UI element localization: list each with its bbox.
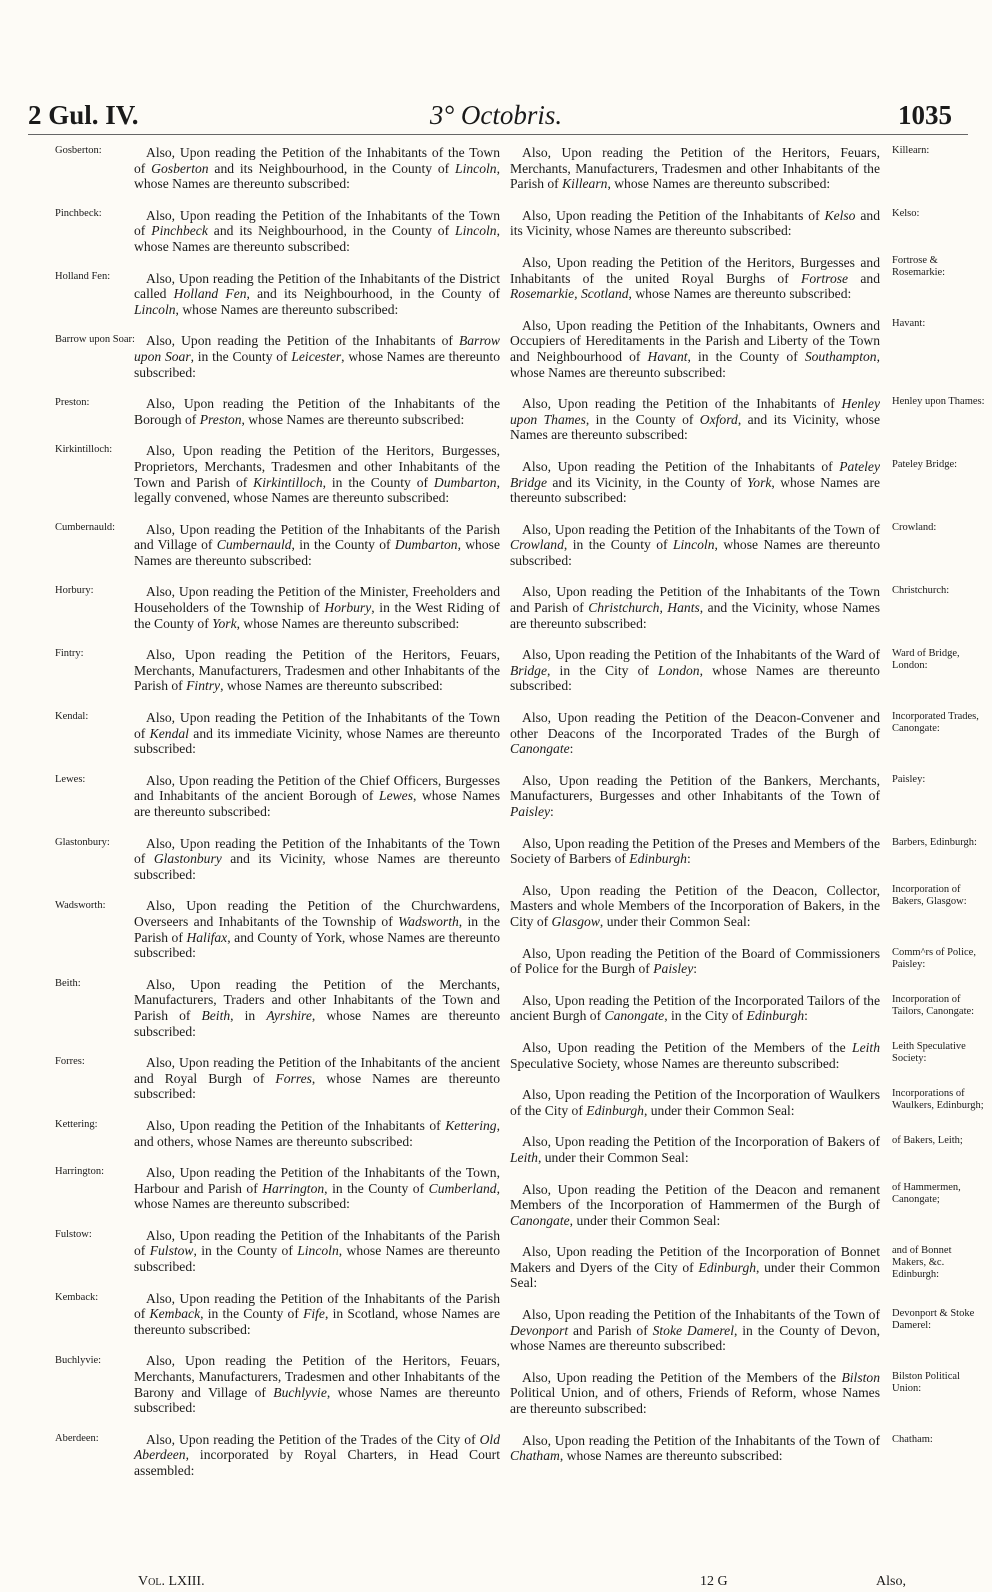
petition-entry [134,647,500,694]
margin-note: Incorporated Trades, Canongate: [892,711,979,734]
margin-note: Pinchbeck: [55,208,102,219]
petition-text: Also, Upon reading the Petition of the Incorporation of Bakers of [522,1134,880,1150]
petition-text: , whose Names are thereunto subscribed: [134,788,500,819]
place-name: Lincoln [455,223,497,239]
petition-entry [134,1228,500,1275]
petition-text: Also, Upon reading the Petition of the Churchwardens, Overseers and Inhabitants of the Township of [134,898,500,929]
petition-entry [510,1134,880,1165]
margin-note: Kelso: [892,208,920,219]
petition-text: Also, Upon reading the Petition of the Inhabitants of [146,1117,446,1133]
petition-text: , in the County of [585,411,700,427]
margin-note: Christchurch: [892,585,950,596]
petition-text: , whose Names are thereunto subscribed: [134,1243,500,1275]
petition-text: , in the County of Devon, whose Names are thereunto subscribed: [510,1322,880,1354]
petition-text: , and its Vicinity, whose Names are thereunto subscribed: [510,411,880,443]
petition-entry [510,584,880,631]
signature-mark: 12 G [700,1574,728,1589]
petition-entry [510,208,880,239]
place-name: Buchlyvie [273,1384,327,1400]
petition-text: , in the County of [291,537,395,553]
petition-text: Also, Upon reading the Petition of the Deacon, Collector, Masters and whole Members of the Incorporation of Bakers, in the City of [510,882,880,929]
place-name: Paisley [510,804,551,819]
petition-entry [510,318,880,380]
petition-text: , whose Names are thereunto subscribed: [510,474,881,506]
margin-note: Buchlyvie: [55,1355,102,1366]
place-name: York [746,474,772,490]
margin-note: Incorporations of Waulkers, Edinburgh; [892,1088,984,1111]
petition-text: Also, Upon reading the Petition of the Incorporation of Bonnet Makers and Dyers of the City of [510,1244,880,1275]
petition-entry [134,208,500,255]
place-name: Fulstow [149,1243,194,1259]
place-name: Devonport [510,1322,569,1338]
petition-text: , under their Common Seal: [599,913,751,929]
petition-text: , and its Neighbourhood, in the County of [246,286,501,302]
margin-note: Ward of Bridge, London: [892,648,960,671]
regnal-year: 2 Gul. IV. [28,100,139,130]
right-column [510,145,880,1464]
petition-entry [134,773,500,820]
petition-text: , in the County of [190,348,292,364]
petition-entry [510,836,880,867]
page-number: 1035 [898,100,952,130]
petition-text: and [848,270,880,286]
margin-note: Barrow upon Soar: [55,334,135,345]
petition-text: Also, Upon reading the Petition of the Inhabitants of the ancient and Royal Burgh of [134,1055,500,1086]
petition-text: , whose Names are thereunto subscribed: [628,286,852,302]
margin-note: Wadsworth: [55,900,106,911]
petition-text: and its Neighbourhood, in the County of [207,223,456,239]
margin-note: Bilston Political Union: [892,1371,960,1394]
petition-entry [510,459,880,506]
petition-text: , in the County of [322,474,434,490]
place-name: Lincoln [672,537,715,553]
place-name: Lincoln [134,301,176,317]
place-name: Canongate [510,1212,570,1228]
petition-text: Also, Upon reading the Petition of the Heritors, Feuars, Merchants, Manufacturers, Tradesmen and other Inhabitants of the Barony and Village of [134,1353,500,1400]
petition-text: , in the County of [193,1243,298,1259]
petition-text: Also, Upon reading the Petition of the Preses and Members of the Society of Barbers of [510,835,880,867]
margin-note: of Bakers, Leith; [892,1135,963,1146]
petition-text: Also, Upon reading the Petition of the Deacon-Convener and other Deacons of the Incorporated Trades of the Burgh of [510,710,880,741]
petition-entry [510,883,880,930]
place-name: Chatham [510,1448,560,1464]
margin-note: Fintry: [55,648,84,659]
petition-text: , legally convened, whose Names are thereunto subscribed: [134,474,500,506]
place-name: Lincoln [455,160,497,176]
petition-entry [134,145,500,192]
margin-note: Incorporation of Tailors, Canongate: [892,994,975,1017]
petition-entry [134,584,500,631]
place-name: Bilston [841,1369,880,1385]
petition-text: Also, Upon reading the Petition of the Inhabitants of the Town of [134,835,500,867]
place-name: Edinburgh [746,1008,805,1024]
petition-text: Also, Upon reading the Petition of the Inhabitants of [146,333,459,349]
margin-note: Harrington: [55,1166,104,1177]
petition-text: Also, Upon reading the Petition of the Incorporated Tailors of the ancient Burgh of [510,992,880,1024]
petition-entry [510,1244,880,1291]
petition-entry [510,647,880,694]
petition-text: Also, Upon reading the Petition of the Heritors, Burgesses and Inhabitants of the united Royal Burghs of [510,254,880,286]
place-name: Paisley [653,961,694,977]
margin-note: Kettering: [55,1119,98,1130]
petition-entry [134,1353,500,1415]
petition-text: , whose Names are thereunto subscribed: [220,678,443,694]
place-name: Southampton [804,348,877,364]
petition-entry [510,396,880,443]
place-name: Canongate [510,741,570,757]
place-name: Glasgow [551,913,600,929]
petition-text: Also, Upon reading the Petition of the Inhabitants of the Town of [134,710,500,741]
petition-text: Also, Upon reading the Petition of the Chief Officers, Burgesses and Inhabitants of the ancient Borough of [134,772,500,804]
petition-text: Also, Upon reading the Petition of the Minister, Freeholders and Householders of the Township of [134,584,500,616]
petition-text: Speculative Society, whose Names are thereunto subscribed: [510,1055,840,1071]
petition-entry [510,773,880,820]
petition-text: Also, Upon reading the Petition of the Heritors, Burgesses, Proprietors, Merchants, Tradesmen and other Inhabitants of the Town and Parish of [134,443,500,490]
petition-entry [134,396,500,427]
petition-text: Also, Upon reading the Petition of the Heritors, Feuars, Merchants, Manufacturers, Tradesmen and other Inhabitants of the Parish of [510,145,880,192]
petition-text: Also, Upon reading the Petition of the Inhabitants of the Town of [522,521,880,537]
margin-note: Fulstow: [55,1229,92,1240]
petition-text: Also, Upon reading the Petition of the Incorporation of Waulkers of the City of [510,1087,880,1118]
petition-text: , under their Common Seal: [537,1149,689,1165]
place-name: Forres [275,1070,312,1086]
margin-note: Holland Fen: [55,271,111,282]
margin-note: Kemback: [55,1292,99,1303]
petition-text: , in the County of [563,537,673,553]
petition-entry [134,1291,500,1338]
place-name: Kemback [149,1306,201,1322]
margin-note: and of Bonnet Makers, &c. Edinburgh: [892,1245,952,1280]
petition-entry [134,977,500,1039]
margin-note: Paisley: [892,774,926,785]
petition-entry [510,1087,880,1118]
petition-text: : [693,961,698,977]
petition-text: , in the County of [200,1306,304,1322]
petition-entry [134,836,500,883]
petition-entry [510,1307,880,1354]
margin-note: Preston: [55,397,90,408]
place-name: Harrington [262,1180,325,1196]
petition-text: , and the Vicinity, whose Names are thereunto subscribed: [510,600,880,631]
petition-text: : [804,1008,808,1024]
petition-text: , in the City of [664,1008,747,1024]
margin-note: Beith: [55,978,81,989]
place-name: Dumbarton [433,474,497,490]
petition-text: , whose Names are thereunto subscribed: [134,537,500,568]
margin-note: Aberdeen: [55,1433,99,1444]
place-name: Gosberton [151,160,209,176]
margin-note: Horbury: [55,585,94,596]
petition-text: Also, Upon reading the Petition of the Inhabitants of the Borough of [134,396,500,427]
petition-entry [134,710,500,757]
place-name: Christchurch, Hants [588,600,700,616]
place-name: Canongate [604,1008,665,1024]
petition-entry [510,1040,880,1071]
petition-entry [510,1370,880,1417]
margin-note: Kendal: [55,711,89,722]
petition-text: Also, Upon reading the Petition of the Board of Commissioners of Police for the Burgh of [510,945,880,977]
petition-text: Also, Upon reading the Petition of the Inhabitants of the Parish of [134,1227,500,1259]
petition-entry [510,710,880,757]
header-rule [28,134,968,135]
place-name: Barrow upon Soar [134,333,500,364]
place-name: Havant [647,348,688,364]
petition-entry [510,946,880,977]
petition-text: Also, Upon reading the Petition of the Inhabitants of the District called [134,270,500,302]
petition-entry [134,898,500,960]
margin-note: Kirkintilloch: [55,444,113,455]
petition-entry [510,993,880,1024]
margin-note: of Hammermen, Canongate; [892,1182,961,1205]
place-name: Pinchbeck [151,223,208,239]
petition-text: , under their Common Seal: [643,1102,795,1118]
place-name: Leicester [291,348,342,364]
place-name: York [212,615,237,631]
petition-text: and Parish of [568,1322,653,1338]
petition-text: Also, Upon reading the Petition of the Inhabitants of [522,396,842,412]
petition-text: Also, Upon reading the Petition of the Inhabitants of the Parish of [134,1290,500,1322]
petition-entry [510,522,880,569]
petition-text: and its Vicinity, whose Names are thereunto subscribed: [134,851,500,882]
place-name: Preston [199,411,242,427]
petition-text: Also, Upon reading the Petition of the Heritors, Feuars, Merchants, Manufacturers, Tradesmen and other Inhabitants of the Parish of [134,647,500,694]
place-name: Lincoln [297,1243,339,1259]
petition-text: Also, Upon reading the Petition of the Inhabitants of [522,458,840,474]
margin-note: Incorporation of Bakers, Glasgow: [892,884,967,907]
petition-text: Also, Upon reading the Petition of the Inhabitants of the Town of [134,207,500,239]
petition-text: and its Neighbourhood, in the County of [208,160,456,176]
place-name: Henley upon Thames [510,396,880,427]
place-name: Lewes [379,788,413,804]
petition-text: , whose Names are thereunto subscribed: [559,1448,783,1464]
place-name: Stoke Damerel [652,1322,734,1338]
place-name: Horbury [324,600,372,616]
petition-text: Also, Upon reading the Petition of the Inhabitants of [522,207,825,223]
petition-entry [510,255,880,302]
petition-text: , in the Parish of [134,913,500,945]
petition-text: Also, Upon reading the Petition of the Inhabitants of the Parish and Village of [134,521,500,553]
place-name: London [658,662,700,678]
petition-text: , whose Names are thereunto subscribed: [134,348,500,380]
petition-text: , under their Common Seal: [510,1259,880,1291]
petition-text: , whose Names are thereunto subscribed: [510,537,881,568]
petition-text: Also, Upon reading the Petition of the Inhabitants of the Town of [134,145,500,176]
place-name: Ayrshire [266,1007,312,1023]
place-name: Edinburgh [629,851,687,867]
petition-entry [134,443,500,505]
page-footer [0,1576,992,1592]
petition-text: and its Vicinity, whose Names are thereunto subscribed: [510,207,880,239]
petition-text: and its immediate Vicinity, whose Names are thereunto subscribed: [134,725,500,757]
place-name: Fintry [186,678,221,694]
petition-text: , whose Names are thereunto subscribed: [134,223,500,254]
page-date: 3° Octobris. [429,100,563,130]
place-name: Cumberland [428,1180,497,1196]
petition-text: Also, Upon reading the Petition of the Deacon and remanent Members of the Incorporation of Hammermen of the Burgh of [510,1181,880,1213]
petition-text: Also, Upon reading the Petition of the Inhabitants of the Town of [522,1432,880,1448]
margin-note: Lewes: [55,774,86,785]
petition-text: , in the County of [324,1180,429,1196]
petition-text: , and County of York, whose Names are thereunto subscribed: [134,929,500,961]
petition-entry [510,1182,880,1229]
petition-text: , whose Names are thereunto subscribed: [134,1180,500,1212]
margin-note: Barbers, Edinburgh: [892,837,977,848]
place-name: Kettering [445,1117,497,1133]
margin-note: Comm^rs of Police, Paisley: [892,947,976,970]
petition-entry [134,333,500,380]
place-name: Kendal [149,725,189,741]
petition-entry [510,1433,880,1464]
place-name: Old Aberdeen [134,1431,500,1463]
margin-note: Henley upon Thames: [892,396,985,407]
margin-note: Chatham: [892,1434,933,1445]
petition-text: , in Scotland, whose Names are thereunto subscribed: [134,1306,500,1337]
petition-entry [134,1165,500,1212]
place-name: Leith [510,1149,538,1165]
petition-text: : [550,804,554,819]
petition-text: , whose Names are thereunto subscribed: [134,1384,501,1416]
petition-entry [134,271,500,318]
petition-text: Also, Upon reading the Petition of the Inhabitants, Owners and Occupiers of Hereditaments in the Parish and Liberty of the Town and Neighbourhood of [510,317,880,364]
place-name: Pateley Bridge [510,458,880,490]
place-name: Kelso [824,207,856,223]
place-name: Oxford [699,411,738,427]
petition-text: Also, Upon reading the Petition of the Inhabitants of the Town of [522,1307,880,1323]
margin-note: Fortrose & Rosemarkie: [892,255,946,278]
petition-text: , in the West Riding of the County of [134,600,500,631]
petition-text: , whose Names are thereunto subscribed: [134,160,500,192]
margin-note: Leith Speculative Society: [892,1041,966,1064]
place-name: Edinburgh [698,1259,757,1275]
margin-note: Devonport & Stoke Damerel: [892,1308,975,1331]
petition-text: : [569,741,574,757]
petition-text: Also, Upon reading the Petition of the Inhabitants of the Town and Parish of [510,584,880,616]
margin-note: Killearn: [892,145,930,156]
place-name: Bridge [510,662,547,678]
petition-text: , whose Names are thereunto subscribed: [134,1070,500,1102]
margin-note: Crowland: [892,522,937,533]
place-name: Crowland [510,537,564,553]
petition-text: , whose Names are thereunto subscribed: [134,1007,500,1039]
petition-text: Also, Upon reading the Petition of the Trades of the City of [146,1431,480,1447]
place-name: Wadsworth [398,913,459,929]
petition-text: , whose Names are thereunto subscribed: [175,301,399,317]
place-name: Holland Fen [173,286,247,302]
place-name: Leith [852,1039,880,1055]
petition-text: , whose Names are thereunto subscribed: [607,176,831,192]
petition-text: , whose Names are thereunto subscribed: [241,411,465,427]
petition-text: , whose Names are thereunto subscribed: [510,348,880,380]
margin-note: Havant: [892,318,926,329]
petition-entry [134,1118,500,1149]
place-name: Beith [201,1007,231,1023]
petition-text: , and others, whose Names are thereunto subscribed: [134,1117,500,1149]
petition-entry [134,522,500,569]
place-name: Kirkintilloch [253,474,323,490]
place-name: Fife [303,1306,325,1322]
petition-text: and its Vicinity, in the County of [547,474,747,490]
petition-text: Political Union, and of others, Friends of Reform, whose Names are thereunto subscribed: [510,1385,880,1417]
petition-text: , in the County of [687,348,805,364]
margin-note: Pateley Bridge: [892,459,958,470]
petition-text: : [686,851,691,867]
petition-text: Also, Upon reading the Petition of the Inhabitants of the Ward of [522,647,880,663]
petition-text: , incorporated by Royal Charters, in Head Court assembled: [134,1447,500,1478]
petition-text: Also, Upon reading the Petition of the Inhabitants of the Town, Harbour and Parish of [134,1165,500,1196]
place-name: Glastonbury [153,851,222,867]
place-name: Killearn [562,176,608,192]
petition-text: Also, Upon reading the Petition of the Merchants, Manufacturers, Traders and other Inhabitants of the Town and Parish of [134,976,500,1023]
place-name: Edinburgh [586,1102,644,1118]
place-name: Rosemarkie, Scotland [510,286,629,302]
petition-text: , whose Names are thereunto subscribed: [236,615,460,631]
petition-text: , whose Names are thereunto subscribed: [510,662,880,694]
petition-text: Also, Upon reading the Petition of the Bankers, Merchants, Manufacturers, Burgesses and other Inhabitants of the Town of [510,772,880,804]
volume-label: Vol. LXIII. [138,1574,205,1589]
petition-text: , under their Common Seal: [569,1212,721,1228]
margin-note: Gosberton: [55,145,102,156]
petition-entry [510,145,880,192]
margin-note: Cumbernauld: [55,522,116,533]
petition-text: Also, Upon reading the Petition of the Members of the [522,1039,853,1055]
left-column [134,145,500,1479]
catchword: Also, [876,1574,906,1589]
place-name: Cumbernauld [216,537,292,553]
petition-entry [134,1055,500,1102]
margin-note: Glastonbury: [55,837,110,848]
petition-text: , in the City of [547,662,659,678]
place-name: Fortrose [801,270,849,286]
petition-text: , in [230,1007,267,1023]
place-name: Halifax [186,929,228,945]
petition-text: Also, Upon reading the Petition of the Members of the [522,1369,842,1385]
place-name: Dumbarton [394,537,458,553]
petition-entry [134,1432,500,1479]
page-header [0,100,992,136]
margin-note: Forres: [55,1056,85,1067]
